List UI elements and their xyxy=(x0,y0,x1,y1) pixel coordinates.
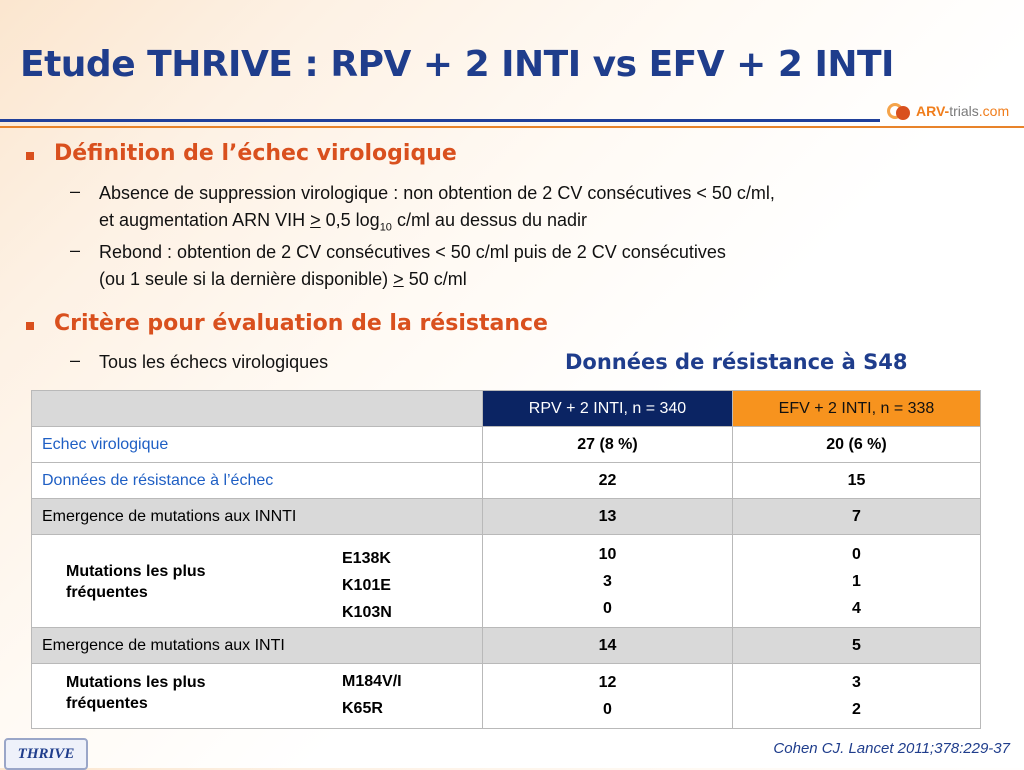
table-row-echec xyxy=(32,427,981,463)
table-row-donnees xyxy=(32,463,981,499)
cell-inti-mutations-efv: 3 2 xyxy=(733,664,981,729)
inti-mutation-list xyxy=(342,668,402,722)
thrive-badge: THRIVE xyxy=(4,738,88,770)
reference-citation: Cohen CJ. Lancet 2011;378:229-37 xyxy=(773,740,1010,757)
table-title: Données de résistance à S48 xyxy=(565,350,908,374)
cell-echec-efv: 20 (6 %) xyxy=(733,427,981,463)
mutation-name: K101E xyxy=(342,577,391,594)
section1-item1 xyxy=(99,180,999,242)
header-efv: EFV + 2 INTI, n = 338 xyxy=(733,391,981,427)
cell-innti-rpv: 13 xyxy=(483,499,733,535)
mutation-name: K65R xyxy=(342,700,383,717)
section1-item2-line1: Rebond : obtention de 2 CV consécutives < 50 c/ml puis de 2 CV consécutives xyxy=(99,242,726,262)
table-row-innti xyxy=(32,499,981,535)
cell-inti-mutations-rpv: 12 0 xyxy=(483,664,733,729)
section2-item1: Tous les échecs virologiques xyxy=(99,352,329,372)
slide-title: Etude THRIVE : RPV + 2 INTI vs EFV + 2 INTI xyxy=(20,44,894,85)
cell-inti-rpv: 14 xyxy=(483,628,733,664)
bullet-square xyxy=(26,152,34,160)
row-label-inti: Emergence de mutations aux INTI xyxy=(32,628,483,664)
cell-inti-mutations-label xyxy=(32,664,483,729)
section1-item2-line2: (ou 1 seule si la dernière disponible) > 50 c/ml xyxy=(99,269,467,289)
table-row-inti-mutations xyxy=(32,664,981,729)
logo-part3: .com xyxy=(978,103,1010,119)
table-row-inti xyxy=(32,628,981,664)
dash-bullet: – xyxy=(70,350,81,370)
logo-part2: trials xyxy=(949,103,979,119)
bullet-square xyxy=(26,322,34,330)
cell-donnees-efv: 15 xyxy=(733,463,981,499)
section1-heading: Définition de l’échec virologique xyxy=(54,141,457,166)
section1-item1-line2: et augmentation ARN VIH > 0,5 $\log_{10} c/ml$ au dessus du nadir xyxy=(99,210,588,234)
row-label-donnees: Données de résistance à l’échec xyxy=(32,463,483,499)
table-header-row xyxy=(32,391,981,427)
innti-mutations-label: Mutations les plus fréquentes xyxy=(66,563,206,601)
resistance-table xyxy=(31,390,981,729)
section1-item2 xyxy=(99,239,999,293)
row-label-innti: Emergence de mutations aux INNTI xyxy=(32,499,483,535)
table-row-innti-mutations xyxy=(32,535,981,628)
arv-trials-logo xyxy=(886,100,1009,122)
cell-innti-efv: 7 xyxy=(733,499,981,535)
section1-item1-line1: Absence de suppression virologique : non obtention de 2 CV consécutives < 50 c/ml, xyxy=(99,183,775,203)
dash-bullet: – xyxy=(70,181,81,201)
header-empty-cell xyxy=(32,391,483,427)
inti-mutations-label: Mutations les plus fréquentes xyxy=(66,674,206,712)
cell-inti-efv: 5 xyxy=(733,628,981,664)
mutation-name: E138K xyxy=(342,550,391,567)
cell-donnees-rpv: 22 xyxy=(483,463,733,499)
cell-innti-mutations-rpv: 10 3 0 xyxy=(483,535,733,628)
dash-bullet: – xyxy=(70,240,81,260)
row-label-echec: Echec virologique xyxy=(32,427,483,463)
innti-mutation-list xyxy=(342,545,392,626)
cell-echec-rpv: 27 (8 %) xyxy=(483,427,733,463)
logo-icon xyxy=(886,100,914,122)
cell-innti-mutations-efv: 0 1 4 xyxy=(733,535,981,628)
header-rpv: RPV + 2 INTI, n = 340 xyxy=(483,391,733,427)
mutation-name: M184V/I xyxy=(342,673,402,690)
mutation-name: K103N xyxy=(342,604,392,621)
title-rule-blue xyxy=(0,119,880,122)
section2-heading: Critère pour évaluation de la résistance xyxy=(54,311,548,336)
cell-innti-mutations-label xyxy=(32,535,483,628)
title-rule-orange xyxy=(0,126,1024,128)
logo-part1: ARV- xyxy=(916,103,950,119)
